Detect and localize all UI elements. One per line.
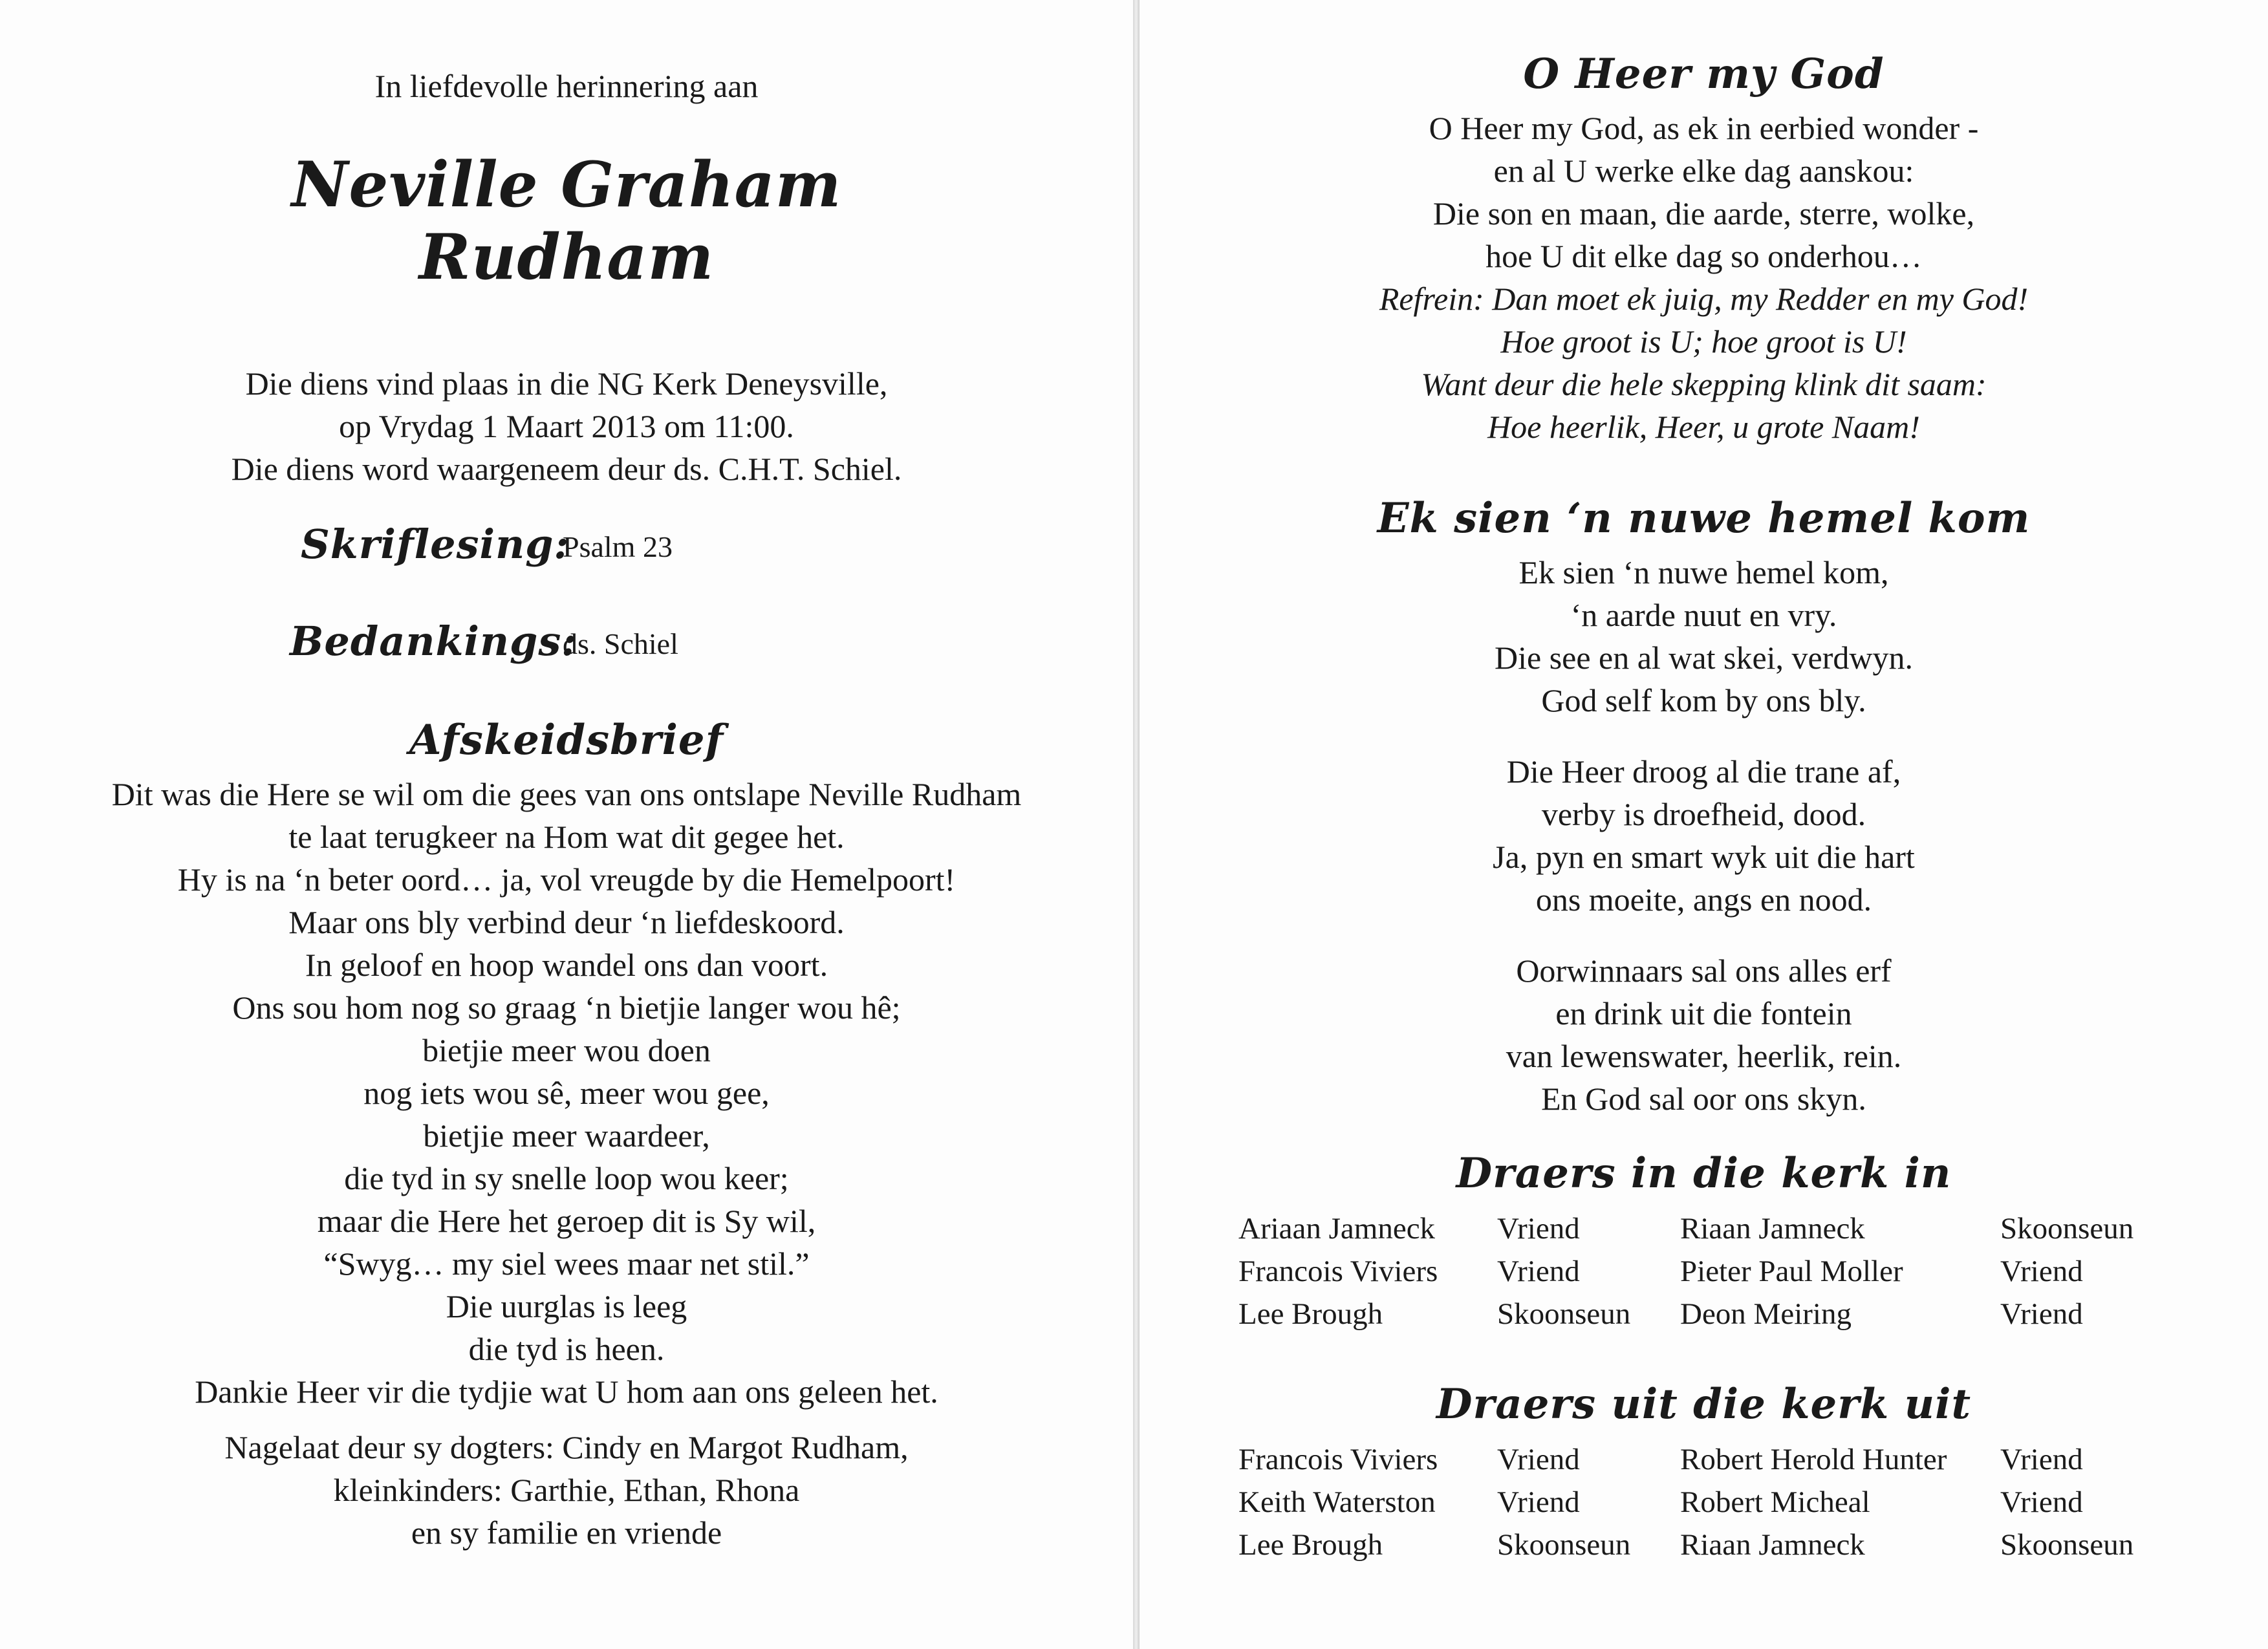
letter-line: Dankie Heer vir die tydjie wat U hom aan ons geleen het. bbox=[195, 1374, 938, 1410]
right-page bbox=[1139, 0, 2268, 1649]
page-fold bbox=[1133, 0, 1139, 1649]
bearer-role: Skoonseun bbox=[2000, 1212, 2134, 1245]
hymn1-line: hoe U dit elke dag so onderhou… bbox=[1485, 238, 1922, 274]
bearer-name: Deon Meiring bbox=[1680, 1297, 1852, 1331]
hymn2-line: Die Heer droog al die trane af, bbox=[1506, 753, 1901, 790]
hymn2-stanza-1 bbox=[1139, 551, 2268, 722]
letter-line: Die uurglas is leeg bbox=[446, 1288, 687, 1324]
refrain-line: Hoe groot is U; hoe groot is U! bbox=[1500, 323, 1907, 360]
hymn1-verse bbox=[1139, 107, 2268, 277]
table-row bbox=[1238, 1207, 2133, 1250]
bearers-in-title-block bbox=[1139, 1148, 2268, 1200]
farewell-letter bbox=[0, 773, 1133, 1413]
bearer-role: Skoonseun bbox=[2000, 1528, 2134, 1562]
letter-line: Hy is na ‘n beter oord… ja, vol vreugde by die Hemelpoort! bbox=[177, 861, 956, 898]
hymn2-stanza-3 bbox=[1139, 949, 2268, 1120]
letter-title-block bbox=[0, 715, 1133, 766]
service-line: Die diens vind plaas in die NG Kerk Deneysville, bbox=[245, 365, 888, 402]
hymn2-title: Ek sien ‘n nuwe hemel kom bbox=[1377, 494, 2031, 543]
hymn1-title-block bbox=[1139, 48, 2268, 100]
bearer-name: Ariaan Jamneck bbox=[1238, 1212, 1436, 1245]
letter-title: Afskeidsbrief bbox=[409, 716, 724, 764]
hymn1-refrain bbox=[1139, 277, 2268, 448]
hymn2-stanza-2 bbox=[1139, 750, 2268, 921]
refrain-line: Refrein: Dan moet ek juig, my Redder en my God! bbox=[1379, 281, 2029, 317]
service-line: op Vrydag 1 Maart 2013 om 11:00. bbox=[339, 408, 794, 444]
bearer-name: Francois Viviers bbox=[1238, 1255, 1438, 1288]
bearer-name: Robert Herold Hunter bbox=[1680, 1443, 1947, 1476]
bearers-out-table bbox=[1238, 1438, 2133, 1566]
letter-line: Maar ons bly verbind deur ‘n liefdeskoord. bbox=[288, 904, 845, 940]
table-row bbox=[1238, 1524, 2133, 1566]
hymn2-line: en drink uit die fontein bbox=[1555, 995, 1852, 1031]
name-line-1: Neville Graham bbox=[291, 148, 842, 221]
bearer-role: Vriend bbox=[1497, 1255, 1580, 1288]
bearer-name: Riaan Jamneck bbox=[1680, 1212, 1865, 1245]
refrain-line: Hoe heerlik, Heer, u grote Naam! bbox=[1487, 409, 1920, 445]
hymn2-line: Die see en al wat skei, verdwyn. bbox=[1495, 640, 1913, 676]
bearer-role: Vriend bbox=[2000, 1443, 2083, 1476]
table-row bbox=[1238, 1438, 2133, 1481]
letter-line: Ons sou hom nog so graag ‘n bietjie langer wou hê; bbox=[232, 989, 901, 1026]
bearer-role: Vriend bbox=[2000, 1485, 2083, 1519]
thanks-label: Bedankings: bbox=[290, 618, 578, 665]
hymn2-line: Ek sien ‘n nuwe hemel kom, bbox=[1518, 554, 1889, 590]
letter-line: maar die Here het geroep dit is Sy wil, bbox=[317, 1203, 816, 1239]
bearer-name: Lee Brough bbox=[1238, 1297, 1383, 1331]
left-page bbox=[0, 0, 1133, 1649]
bearers-in-title: Draers in die kerk in bbox=[1456, 1149, 1952, 1198]
thanks-row bbox=[290, 618, 807, 665]
hymn1-line: en al U werke elke dag aanskou: bbox=[1493, 153, 1914, 189]
intro-block bbox=[0, 65, 1133, 107]
letter-line: nog iets wou sê, meer wou gee, bbox=[363, 1075, 770, 1111]
reading-row bbox=[301, 521, 818, 568]
hymn2-line: Ja, pyn en smart wyk uit die hart bbox=[1493, 839, 1915, 875]
survivors-line: en sy familie en vriende bbox=[411, 1514, 722, 1551]
bearer-name: Riaan Jamneck bbox=[1680, 1528, 1865, 1562]
bearer-role: Vriend bbox=[1497, 1212, 1580, 1245]
letter-line: die tyd in sy snelle loop wou keer; bbox=[344, 1160, 789, 1196]
bearers-out-title: Draers uit die kerk uit bbox=[1436, 1380, 1971, 1428]
intro-text: In liefdevolle herinnering aan bbox=[374, 68, 759, 104]
hymn2-line: verby is droefheid, dood. bbox=[1541, 796, 1866, 832]
table-row bbox=[1238, 1250, 2133, 1293]
bearer-role: Vriend bbox=[1497, 1443, 1580, 1476]
hymn2-line: En God sal oor ons skyn. bbox=[1541, 1081, 1866, 1117]
bearer-role: Vriend bbox=[1497, 1485, 1580, 1519]
letter-line: In geloof en hoop wandel ons dan voort. bbox=[305, 947, 828, 983]
survivors-line: Nagelaat deur sy dogters: Cindy en Margot Rudham, bbox=[224, 1429, 909, 1465]
bearer-role: Skoonseun bbox=[1497, 1528, 1631, 1562]
deceased-name bbox=[0, 149, 1133, 294]
reading-value: Psalm 23 bbox=[563, 530, 673, 563]
letter-line: Dit was die Here se wil om die gees van ons ontslape Neville Rudham bbox=[111, 776, 1022, 812]
bearer-name: Keith Waterston bbox=[1238, 1485, 1436, 1519]
bearers-in-table bbox=[1238, 1207, 2133, 1335]
hymn2-line: van lewenswater, heerlik, rein. bbox=[1506, 1038, 1902, 1074]
survivors-line: kleinkinders: Garthie, Ethan, Rhona bbox=[333, 1472, 800, 1508]
service-details bbox=[0, 362, 1133, 490]
letter-line: bietjie meer waardeer, bbox=[423, 1117, 710, 1154]
hymn1-title: O Heer my God bbox=[1523, 50, 1885, 98]
table-row bbox=[1238, 1481, 2133, 1524]
name-line-2: Rudham bbox=[418, 221, 715, 294]
letter-line: die tyd is heen. bbox=[468, 1331, 665, 1367]
reading-label: Skriflesing: bbox=[301, 521, 570, 568]
hymn1-line: Die son en maan, die aarde, sterre, wolke, bbox=[1432, 195, 1975, 232]
bearer-role: Vriend bbox=[2000, 1255, 2083, 1288]
hymn2-line: ons moeite, angs en nood. bbox=[1535, 881, 1872, 918]
bearer-role: Vriend bbox=[2000, 1297, 2083, 1331]
refrain-line: Want deur die hele skepping klink dit saam: bbox=[1421, 366, 1987, 402]
service-line: Die diens word waargeneem deur ds. C.H.T. Schiel. bbox=[231, 451, 902, 487]
hymn2-line: ‘n aarde nuut en vry. bbox=[1570, 597, 1837, 633]
hymn1-line: O Heer my God, as ek in eerbied wonder - bbox=[1429, 110, 1979, 146]
survivors-block bbox=[0, 1426, 1133, 1554]
bearers-out-title-block bbox=[1139, 1379, 2268, 1430]
bearer-name: Francois Viviers bbox=[1238, 1443, 1438, 1476]
bearer-name: Lee Brough bbox=[1238, 1528, 1383, 1562]
thanks-value: ds. Schiel bbox=[563, 627, 678, 660]
hymn2-line: God self kom by ons bly. bbox=[1541, 682, 1866, 718]
bearer-name: Robert Micheal bbox=[1680, 1485, 1870, 1519]
table-row bbox=[1238, 1293, 2133, 1335]
letter-line: “Swyg… my siel wees maar net stil.” bbox=[323, 1245, 810, 1282]
hymn2-line: Oorwinnaars sal ons alles erf bbox=[1516, 953, 1892, 989]
bearer-name: Pieter Paul Moller bbox=[1680, 1255, 1903, 1288]
hymn2-title-block bbox=[1139, 493, 2268, 544]
letter-line: bietjie meer wou doen bbox=[422, 1032, 711, 1068]
letter-line: te laat terugkeer na Hom wat dit gegee het. bbox=[288, 819, 845, 855]
bearer-role: Skoonseun bbox=[1497, 1297, 1631, 1331]
